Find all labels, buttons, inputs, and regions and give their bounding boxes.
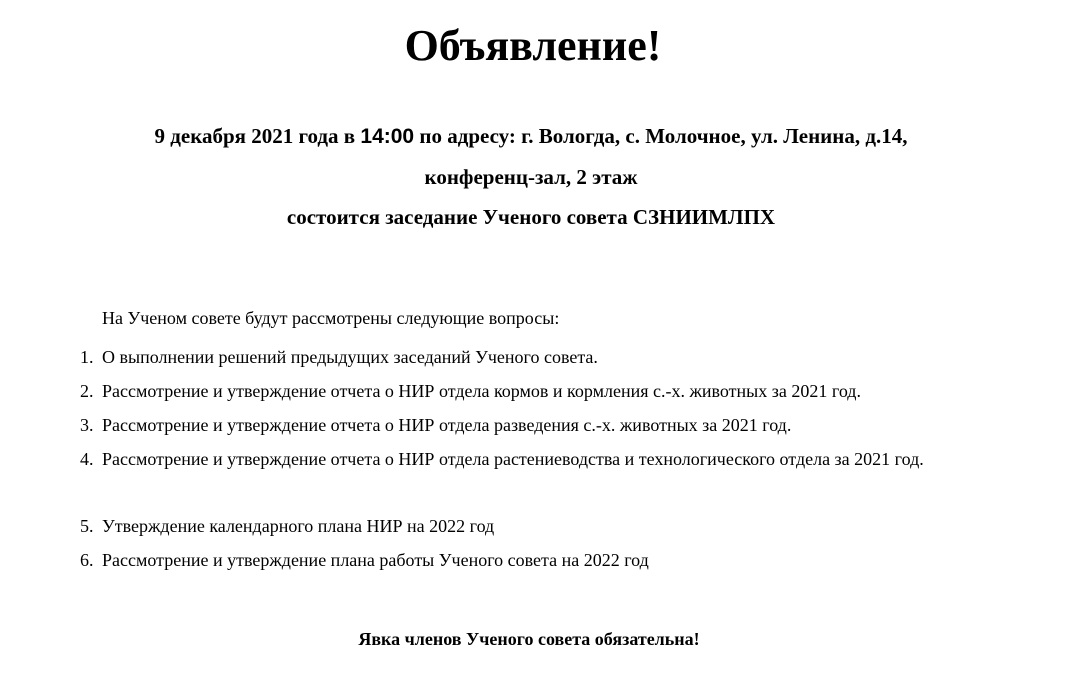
agenda-item-5 <box>0 509 1073 543</box>
agenda-item-3 <box>0 408 1073 442</box>
meeting-date-address-line <box>0 121 1062 152</box>
agenda-item-text: Рассмотрение и утверждение отчета о НИР отдела кормов и кормления с.-х. животных за 2021 год. <box>102 381 861 401</box>
agenda-item-number: 6. <box>80 550 94 570</box>
agenda-item-number: 1. <box>80 347 94 367</box>
agenda-item-number: 3. <box>80 415 94 435</box>
agenda-item-text: Рассмотрение и утверждение отчета о НИР отдела растениеводства и технологического отдела за 2021 год. <box>102 449 924 469</box>
agenda-item-text: Рассмотрение и утверждение плана работы Ученого совета на 2022 год <box>102 550 649 570</box>
agenda-item-text: Утверждение календарного плана НИР на 2022 год <box>102 516 495 536</box>
agenda-item-2 <box>0 374 1073 408</box>
agenda-item-number: 2. <box>80 381 94 401</box>
meeting-address-text: по адресу: г. Вологда, с. Молочное, ул. Ленина, д.14, <box>414 124 908 148</box>
attendance-notice: Явка членов Ученого совета обязательна! <box>358 629 700 649</box>
meeting-time: 14:00 <box>360 125 415 148</box>
agenda-item-number: 4. <box>80 449 94 469</box>
agenda-item-1 <box>0 340 1073 374</box>
meeting-date-text: 9 декабря 2021 года в <box>154 124 361 148</box>
agenda-item-number: 5. <box>80 516 94 536</box>
page-title: Объявление! <box>404 21 662 70</box>
meeting-subject-line: состоится заседание Ученого совета СЗНИИМЛПХ <box>286 205 776 229</box>
agenda-item-4 <box>0 442 1073 509</box>
agenda-list <box>0 340 1073 577</box>
agenda-item-6 <box>0 543 1073 577</box>
agenda-item-text: Рассмотрение и утверждение отчета о НИР отдела разведения с.-х. животных за 2021 год. <box>102 415 792 435</box>
agenda-intro: На Ученом совете будут рассмотрены следующие вопросы: <box>102 308 560 328</box>
agenda-item-text: О выполнении решений предыдущих заседаний Ученого совета. <box>102 347 598 367</box>
meeting-location-line: конференц-зал, 2 этаж <box>424 165 638 189</box>
